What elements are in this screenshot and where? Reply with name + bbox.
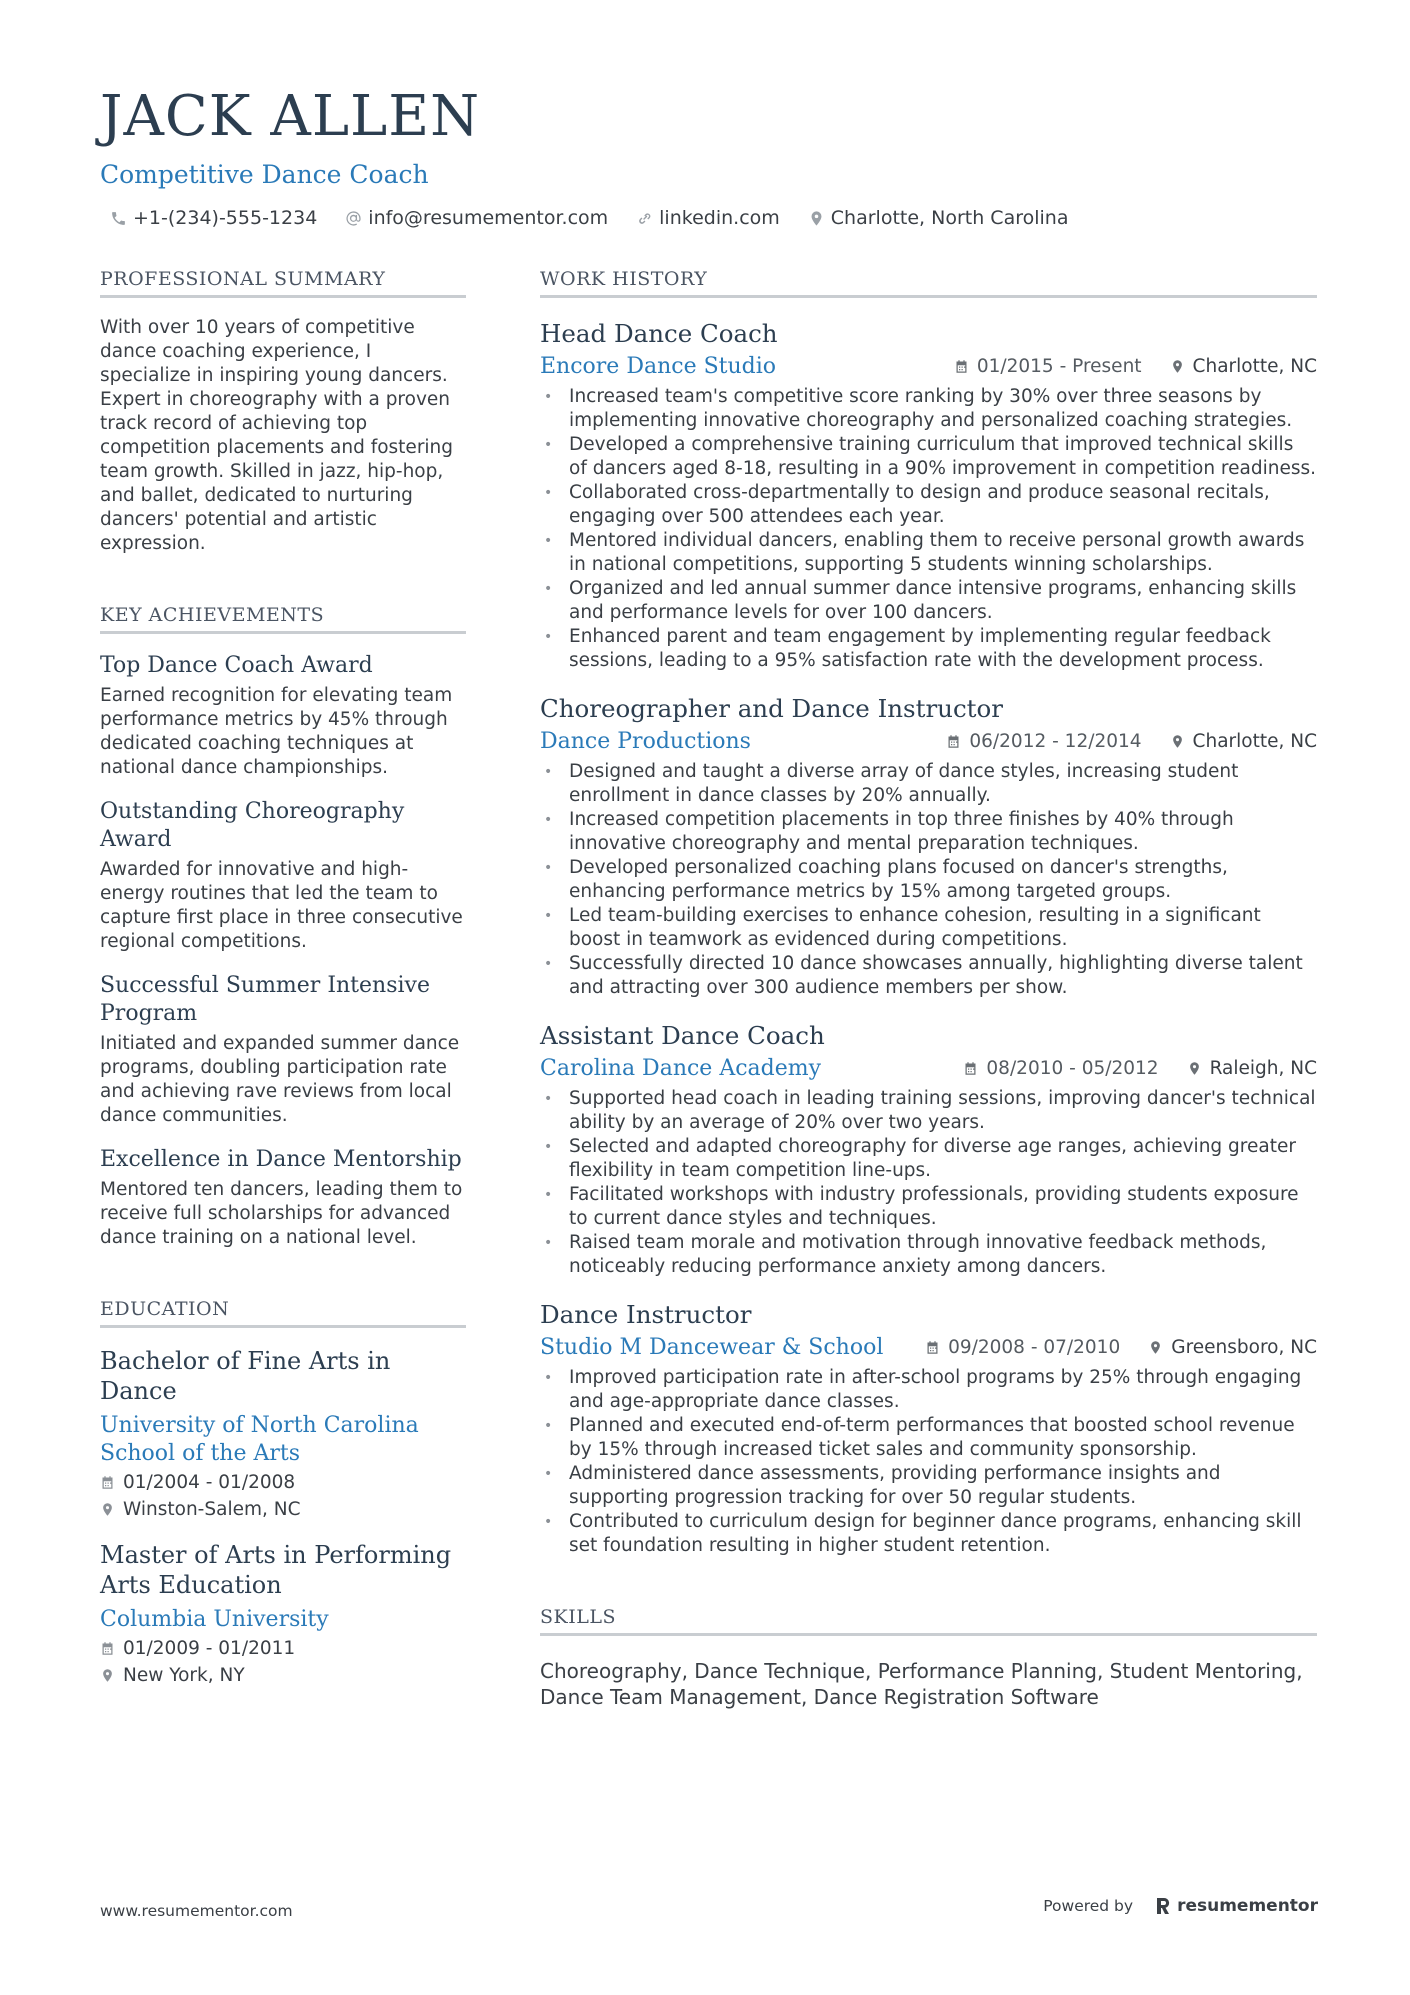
- education-school: Columbia University: [100, 1607, 329, 1632]
- list-item: • Successfully directed 10 dance showcases annually, highlighting diverse talent and attracting over 300 audience members per show.: [540, 952, 1317, 1000]
- list-item: • Improved participation rate in after-school programs by 25% through engaging and age-appropriate dance classes.: [540, 1366, 1317, 1414]
- contact-phone: [110, 207, 317, 229]
- resumementor-logo-icon: [1155, 1897, 1171, 1915]
- resume-header: [100, 86, 1320, 229]
- job-entry: [540, 318, 1317, 673]
- achievement-desc: Awarded for innovative and high-energy routines that led the team to capture first place in three consecutive regional competitions.: [100, 859, 463, 952]
- achievement-desc: Initiated and expanded summer dance programs, doubling participation rate and achieving rave reviews from local dance communities.: [100, 1033, 460, 1126]
- work-heading: WORK HISTORY: [540, 268, 1317, 298]
- calendar-icon: [100, 1641, 115, 1656]
- education-school: University of North Carolina School of the Arts: [100, 1413, 419, 1466]
- job-location: Charlotte, NC: [1170, 731, 1317, 752]
- list-item: • Facilitated workshops with industry professionals, providing students exposure to current dance styles and techniques.: [540, 1183, 1317, 1231]
- contact-email[interactable]: [345, 207, 608, 229]
- achievement-title: Outstanding Choreography Award: [100, 799, 405, 852]
- job-bullets: [540, 1366, 1317, 1558]
- job-location: Greensboro, NC: [1148, 1337, 1317, 1358]
- linkedin-text[interactable]: linkedin.com: [659, 207, 780, 229]
- calendar-icon: [954, 359, 969, 374]
- job-meta: [540, 1056, 1317, 1081]
- phone-icon: [110, 210, 127, 227]
- list-item: • Planned and executed end-of-term performances that boosted school revenue by 15% through increased ticket sales and community sponsorship.: [540, 1414, 1317, 1462]
- education-degree: Bachelor of Fine Arts in Dance: [100, 1347, 391, 1405]
- list-item: • Designed and taught a diverse array of dance styles, increasing student enrollment in dance classes by 20% annually.: [540, 760, 1317, 808]
- phone-text: +1-(234)-555-1234: [133, 207, 318, 229]
- list-item: • Organized and led annual summer dance intensive programs, enhancing skills and performance levels for over 100 dancers.: [540, 577, 1317, 625]
- job-title: Head Dance Coach: [540, 319, 778, 348]
- link-icon: [636, 210, 653, 227]
- list-item: • Mentored individual dancers, enabling them to receive personal growth awards in national competitions, supporting 5 students winning scholarships.: [540, 529, 1317, 577]
- achievement-item: [100, 1146, 466, 1250]
- job-company: Studio M Dancewear & School: [540, 1335, 884, 1360]
- job-meta: [540, 729, 1317, 754]
- achievement-item: [100, 798, 466, 954]
- job-bullets: [540, 385, 1317, 673]
- skills-text: Choreography, Dance Technique, Performance Planning, Student Mentoring, Dance Team Management, Dance Registration Software: [540, 1659, 1303, 1709]
- contact-location: [808, 207, 1069, 229]
- achievement-item: [100, 972, 466, 1128]
- education-location: New York, NY: [100, 1663, 466, 1688]
- job-bullets: [540, 1087, 1317, 1279]
- map-pin-icon: [100, 1502, 115, 1517]
- job-location: Charlotte, NC: [1170, 356, 1317, 377]
- at-icon: [345, 210, 362, 227]
- job-location: Raleigh, NC: [1187, 1058, 1317, 1079]
- education-location: Winston-Salem, NC: [100, 1497, 466, 1522]
- map-pin-icon: [808, 210, 825, 227]
- calendar-icon: [925, 1340, 940, 1355]
- contact-bar: [110, 207, 1320, 229]
- calendar-icon: [963, 1061, 978, 1076]
- job-company: Carolina Dance Academy: [540, 1056, 822, 1081]
- footer-brand: [1043, 1896, 1318, 1916]
- list-item: • Led team-building exercises to enhance cohesion, resulting in a significant boost in teamwork as evidenced during competitions.: [540, 904, 1317, 952]
- list-item: • Developed a comprehensive training curriculum that improved technical skills of dancers aged 8-18, resulting in a 90% improvement in competition readiness.: [540, 433, 1317, 481]
- job-company: Dance Productions: [540, 729, 751, 754]
- list-item: • Increased team's competitive score ranking by 30% over three seasons by implementing innovative choreography and personalized coaching strategies.: [540, 385, 1317, 433]
- job-dates: 01/2015 - Present: [954, 356, 1142, 377]
- map-pin-icon: [1170, 359, 1185, 374]
- achievement-title: Top Dance Coach Award: [100, 653, 373, 678]
- job-bullets: [540, 760, 1317, 1000]
- achievement-desc: Earned recognition for elevating team performance metrics by 45% through dedicated coaching techniques at national dance championships.: [100, 685, 453, 778]
- map-pin-icon: [100, 1668, 115, 1683]
- email-text[interactable]: info@resumementor.com: [368, 207, 609, 229]
- achievements-heading: KEY ACHIEVEMENTS: [100, 604, 466, 634]
- job-entry: [540, 1020, 1317, 1279]
- education-degree: Master of Arts in Performing Arts Education: [100, 1541, 452, 1599]
- job-meta: [540, 354, 1317, 379]
- footer-website[interactable]: www.resumementor.com: [100, 1902, 293, 1920]
- achievement-title: Excellence in Dance Mentorship: [100, 1147, 462, 1172]
- education-dates: 01/2004 - 01/2008: [100, 1470, 466, 1495]
- job-company: Encore Dance Studio: [540, 354, 777, 379]
- candidate-title: Competitive Dance Coach: [100, 160, 429, 189]
- skills-heading: SKILLS: [540, 1606, 1317, 1636]
- list-item: • Administered dance assessments, providing performance insights and supporting progression tracking for over 50 regular students.: [540, 1462, 1317, 1510]
- education-heading: EDUCATION: [100, 1298, 466, 1328]
- calendar-icon: [100, 1475, 115, 1490]
- job-dates: 06/2012 - 12/2014: [946, 731, 1141, 752]
- candidate-name: JACK ALLEN: [100, 84, 481, 149]
- list-item: • Enhanced parent and team engagement by implementing regular feedback sessions, leading to a 95% satisfaction rate with the development process.: [540, 625, 1317, 673]
- calendar-icon: [946, 734, 961, 749]
- list-item: • Developed personalized coaching plans focused on dancer's strengths, enhancing performance metrics by 15% among targeted groups.: [540, 856, 1317, 904]
- summary-text: With over 10 years of competitive dance coaching experience, I specialize in inspiring young dancers. Expert in choreography with a proven track record of achieving top competition placements and fostering team growth. Skilled in jazz, hip-hop, and ballet, dedicated to nurturing dancers' potential and artistic expression.: [100, 317, 454, 554]
- list-item: • Selected and adapted choreography for diverse age ranges, achieving greater flexibility in team competition line-ups.: [540, 1135, 1317, 1183]
- list-item: • Collaborated cross-departmentally to design and produce seasonal recitals, engaging over 500 attendees each year.: [540, 481, 1317, 529]
- education-item: [100, 1346, 466, 1522]
- map-pin-icon: [1170, 734, 1185, 749]
- list-item: • Raised team morale and motivation through innovative feedback methods, noticeably reducing performance anxiety among dancers.: [540, 1231, 1317, 1279]
- job-dates: 08/2010 - 05/2012: [963, 1058, 1158, 1079]
- achievement-title: Successful Summer Intensive Program: [100, 973, 430, 1026]
- list-item: • Contributed to curriculum design for beginner dance programs, enhancing skill set foundation resulting in higher student retention.: [540, 1510, 1317, 1558]
- summary-heading: PROFESSIONAL SUMMARY: [100, 268, 466, 298]
- left-column: [100, 268, 466, 1688]
- map-pin-icon: [1148, 1340, 1163, 1355]
- education-dates: 01/2009 - 01/2011: [100, 1636, 466, 1661]
- brand-name: resumementor: [1177, 1896, 1318, 1916]
- location-text: Charlotte, North Carolina: [830, 207, 1069, 229]
- list-item: • Increased competition placements in top three finishes by 40% through innovative choreography and mental preparation techniques.: [540, 808, 1317, 856]
- map-pin-icon: [1187, 1061, 1202, 1076]
- brand-logo[interactable]: [1155, 1896, 1318, 1916]
- education-item: [100, 1540, 466, 1688]
- job-entry: [540, 693, 1317, 1000]
- right-column: [540, 268, 1317, 1710]
- contact-linkedin[interactable]: [636, 207, 780, 229]
- achievement-desc: Mentored ten dancers, leading them to receive full scholarships for advanced dance training on a national level.: [100, 1179, 463, 1248]
- achievement-item: [100, 652, 466, 780]
- job-meta: [540, 1335, 1317, 1360]
- job-title: Choreographer and Dance Instructor: [540, 694, 1003, 723]
- list-item: • Supported head coach in leading training sessions, improving dancer's technical ability by an average of 20% over two years.: [540, 1087, 1317, 1135]
- job-title: Dance Instructor: [540, 1300, 752, 1329]
- job-title: Assistant Dance Coach: [540, 1021, 825, 1050]
- powered-by-label: Powered by: [1043, 1897, 1134, 1915]
- job-entry: [540, 1299, 1317, 1558]
- job-dates: 09/2008 - 07/2010: [925, 1337, 1120, 1358]
